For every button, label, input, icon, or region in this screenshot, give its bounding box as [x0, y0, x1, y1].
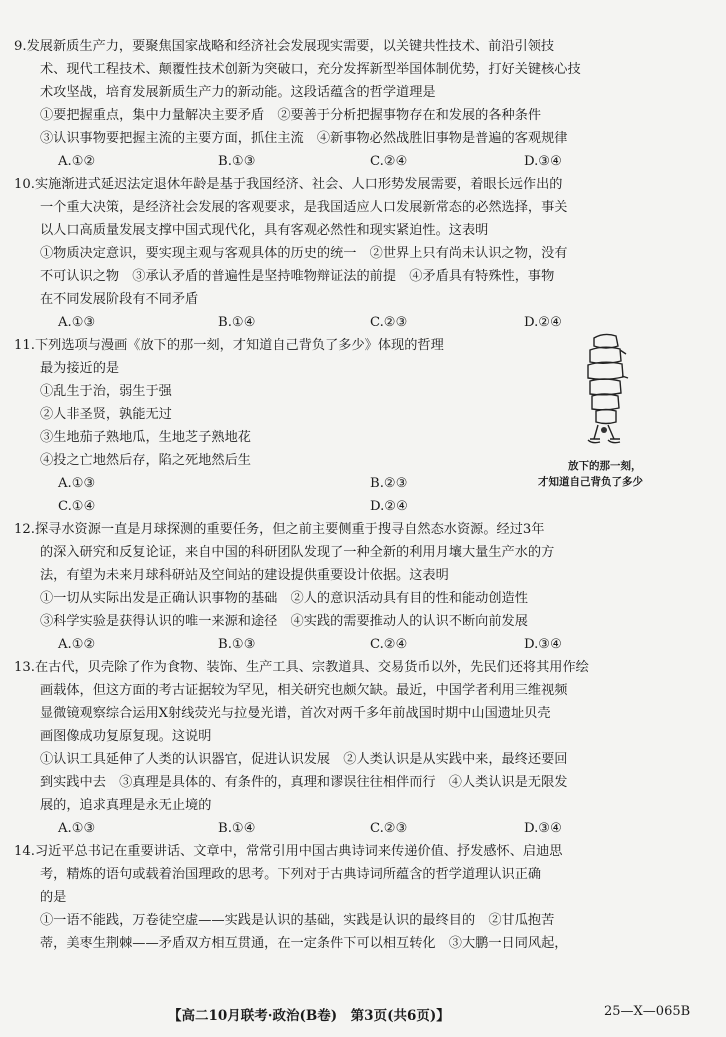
- q13-stem-line: 13.在古代，贝壳除了作为食物、装饰、生产工具、宗教道具、交易货币以外，先民们还将其用作绘: [14, 660, 589, 675]
- exam-code: 25—X—065B: [604, 1004, 691, 1019]
- option-b[interactable]: B.①④: [218, 821, 256, 836]
- q9-stem-line: 术、现代工程技术、颠覆性技术创新为突破口，充分发挥新型举国体制优势，打好关键核心技: [40, 62, 581, 77]
- option-b[interactable]: B.①③: [218, 154, 256, 169]
- option-d[interactable]: D.③④: [524, 637, 562, 652]
- q12-options: [58, 636, 678, 653]
- q11-statement-line: ①乱生于治，弱生于强: [40, 384, 172, 399]
- q13-statement-line: ①认识工具延伸了人类的认识器官，促进认识发展 ②人类认识是从实践中来，最终还要回: [40, 752, 568, 767]
- q14-stem-line: 14.习近平总书记在重要讲话、文章中，常常引用中国古典诗词来传递价值、抒发感怀、启迪思: [14, 844, 563, 859]
- q13-statement-line: 到实践中去 ③真理是具体的、有条件的，真理和谬误往往相伴而行 ④人类认识是无限发: [40, 775, 568, 790]
- q10-statement-line: 不可认识之物 ③承认矛盾的普遍性是坚持唯物辩证法的前提 ④矛盾具有特殊性，事物: [40, 269, 555, 284]
- cartoon-figure: [528, 330, 724, 495]
- q11-options-row2: [58, 498, 678, 515]
- option-b[interactable]: B.①④: [218, 315, 256, 330]
- option-d[interactable]: D.②④: [524, 315, 562, 330]
- q9-stem-line: 9.发展新质生产力，要聚焦国家战略和经济社会发展现实需要，以关键共性技术、前沿引领技: [14, 39, 555, 54]
- q9-statement-line: ①要把握重点，集中力量解决主要矛盾 ②要善于分析把握事物存在和发展的各种条件: [40, 108, 542, 123]
- option-c[interactable]: C.②④: [370, 154, 408, 169]
- option-a[interactable]: A.①③: [58, 821, 96, 836]
- q12-stem-line: 12.探寻水资源一直是月球探测的重要任务，但之前主要侧重于搜寻自然态水资源。经过3年: [14, 522, 545, 537]
- q10-options: [58, 314, 678, 331]
- q14-stem-line: 的是: [40, 890, 67, 905]
- q11-statement-line: ③生地茄子熟地瓜，生地芝子熟地花: [40, 430, 251, 445]
- q11-statement-line: ②人非圣贤，孰能无过: [40, 407, 172, 422]
- q10-stem-line: 10.实施渐进式延迟法定退休年龄是基于我国经济、社会、人口形势发展需要，着眼长远作出的: [14, 177, 563, 192]
- q10-stem-line: 以人口高质量发展支撑中国式现代化，具有客观必然性和现实紧迫性。这表明: [40, 223, 489, 238]
- q14-stem-line: 考，精炼的语句或载着治国理政的思考。下列对于古典诗词所蕴含的哲学道理认识正确: [40, 867, 542, 882]
- q13-stem-line: 画载体，但这方面的考古证据较为罕见，相关研究也颇欠缺。最近，中国学者利用三维视频: [40, 683, 568, 698]
- option-c[interactable]: C.①④: [58, 499, 96, 514]
- cartoon-caption-line: 放下的那一刻，: [568, 460, 642, 472]
- q10-stem-line: 一个重大决策，是经济社会发展的客观要求，是我国适应人口发展新常态的必然选择，事关: [40, 200, 568, 215]
- q9-options: [58, 153, 678, 170]
- page-footer-title: 【高二10月联考·政治(B卷) 第3页(共6页)】: [168, 1008, 450, 1024]
- q13-stem-line: 显微镜观察综合运用X射线荧光与拉曼光谱，首次对两千多年前战国时期中山国遗址贝壳: [40, 706, 551, 721]
- option-a[interactable]: A.①③: [58, 476, 96, 491]
- cartoon-caption-line: 才知道自己背负了多少: [538, 476, 643, 488]
- q14-statement-line: ①一语不能践，万卷徒空虚——实践是认识的基础，实践是认识的最终目的 ②甘瓜抱苦: [40, 913, 555, 928]
- option-d[interactable]: D.③④: [524, 154, 562, 169]
- q12-stem-line: 法，有望为未来月球科研站及空间站的建设提供重要设计依据。这表明: [40, 568, 449, 583]
- option-c[interactable]: C.②③: [370, 315, 408, 330]
- q9-statement-line: ③认识事物要把握主流的主要方面，抓住主流 ④新事物必然战胜旧事物是普遍的客观规律: [40, 131, 568, 146]
- option-c[interactable]: C.②④: [370, 637, 408, 652]
- option-a[interactable]: A.①②: [58, 154, 96, 169]
- q13-options: [58, 820, 678, 837]
- q9-stem-line: 术攻坚战，培育发展新质生产力的新动能。这段话蕴含的哲学道理是: [40, 85, 436, 100]
- q13-statement-line: 展的，追求真理是永无止境的: [40, 798, 212, 813]
- q12-stem-line: 的深入研究和反复论证，来自中国的科研团队发现了一种全新的利用月壤大量生产水的方: [40, 545, 555, 560]
- option-d[interactable]: D.③④: [524, 821, 562, 836]
- option-b[interactable]: B.②③: [370, 476, 408, 491]
- q12-statement-line: ①一切从实际出发是正确认识事物的基础 ②人的意识活动具有目的性和能动创造性: [40, 591, 528, 606]
- option-d[interactable]: D.②④: [370, 499, 408, 514]
- option-a[interactable]: A.①③: [58, 315, 96, 330]
- option-c[interactable]: C.②③: [370, 821, 408, 836]
- q11-stem-line: 最为接近的是: [40, 361, 120, 376]
- option-b[interactable]: B.①③: [218, 637, 256, 652]
- option-a[interactable]: A.①②: [58, 637, 96, 652]
- q14-statement-line: 蒂，美枣生荆棘——矛盾双方相互贯通，在一定条件下可以相互转化 ③大鹏一日同风起，: [40, 936, 568, 951]
- q10-statement-line: ①物质决定意识，要实现主观与客观具体的历史的统一 ②世界上只有尚未认识之物，没有: [40, 246, 568, 261]
- q13-stem-line: 画图像成功复原复现。这说明: [40, 729, 212, 744]
- q12-statement-line: ③科学实验是获得认识的唯一来源和途径 ④实践的需要推动人的认识不断向前发展: [40, 614, 528, 629]
- q11-statement-line: ④投之亡地然后存，陷之死地然后生: [40, 453, 251, 468]
- q11-stem-line: 11.下列选项与漫画《放下的那一刻，才知道自己背负了多少》体现的哲理: [14, 338, 444, 353]
- cartoon-illustration: [528, 330, 724, 455]
- q10-statement-line: 在不同发展阶段有不同矛盾: [40, 292, 199, 307]
